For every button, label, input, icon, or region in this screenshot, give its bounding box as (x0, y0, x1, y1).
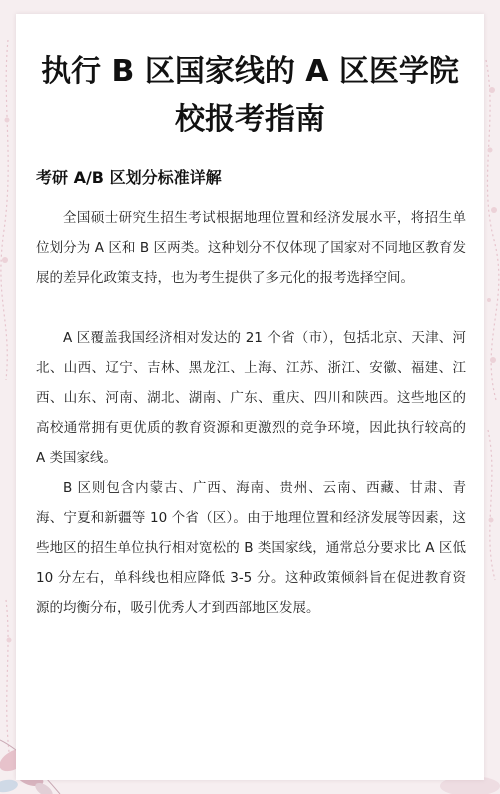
paragraph-a-zone: A 区覆盖我国经济相对发达的 21 个省（市），包括北京、天津、河北、山西、辽宁、吉林、黑龙江、上海、江苏、浙江、安徽、福建、江西、山东、河南、湖北、湖南、广东、重庆、四川和陕西。这些地区的高校通常拥有更优质的教育资源和更激烈的竞争环境，因此执行较高的 A 类国家线。 (36, 330, 466, 466)
article-title-line-2: 校报考指南 (175, 102, 325, 137)
paragraph-b-zone: B 区则包含内蒙古、广西、海南、贵州、云南、西藏、甘肃、青海、宁夏和新疆等 10 个省（区）。由于地理位置和经济发展等因素，这些地区的招生单位执行相对宽松的 B 类国家线，通常总分要求比 A 区低 10 分左右，单科线也相应降低 3-5 分。这种政策倾斜旨在促进教育资源的均衡分布，吸引优秀人才到西部地区发展。 (36, 480, 466, 616)
paragraph-intro: 全国硕士研究生招生考试根据地理位置和经济发展水平，将招生单位划分为 A 区和 B 区两类。这种划分不仅体现了国家对不同地区教育发展的差异化政策支持，也为考生提供了多元化的报考选择空间。 (36, 210, 466, 286)
article-title-line-1: 执行 B 区国家线的 A 区医学院 (41, 54, 459, 89)
section-heading: 考研 A/B 区划分标准详解 (36, 168, 222, 187)
article-title (16, 48, 484, 144)
article-card (16, 14, 484, 780)
